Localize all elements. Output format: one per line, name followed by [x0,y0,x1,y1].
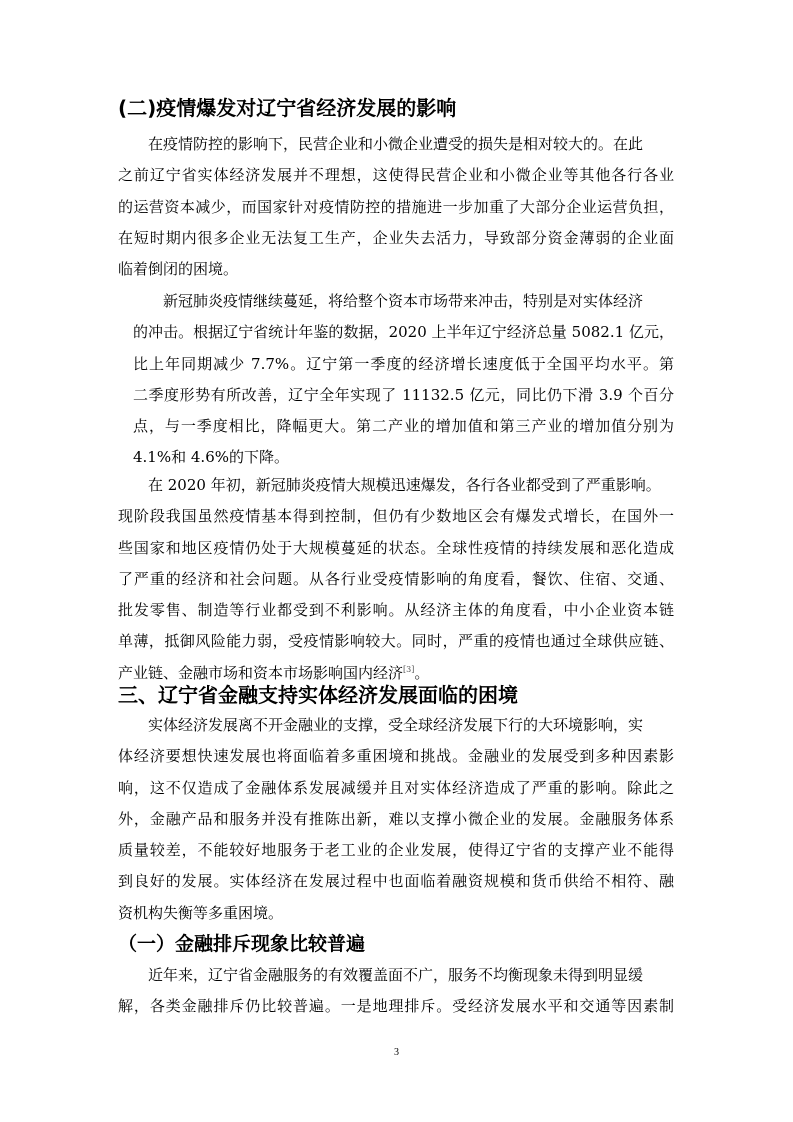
paragraph-pandemic-impact [118,470,674,689]
text-line: 资机构失衡等多重困境。 [118,903,284,922]
text-line: 些国家和地区疫情仍处于大规模蔓延的状态。全球性疫情的持续发展和恶化造成 [118,538,674,557]
section-heading-3-1: （一）金融排斥现象比较普遍 [118,933,366,955]
text-line: 解，各类金融排斥仍比较普遍。一是地理排斥。受经济发展水平和交通等因素制 [118,997,674,1016]
text-line: 的冲击。根据辽宁省统计年鉴的数据，2020 上半年辽宁经济总量 5082.1 亿元， [133,323,674,342]
text-line: 响，这不仅造成了金融体系发展减缓并且对实体经济造成了严重的影响。除此之 [118,778,674,797]
text-line: 新冠肺炎疫情继续蔓延，将给整个资本市场带来冲击，特别是对实体经济 [163,292,644,310]
text-fragment: 。 [414,663,430,682]
text-line: 的运营资本减少，而国家针对疫情防控的措施进一步加重了大部分企业运营负担， [118,197,674,216]
text-line: 到良好的发展。实体经济在发展过程中也面临着融资规模和货币供给不相符、融 [118,872,674,891]
text-line: 现阶段我国虽然疫情基本得到控制，但仍有少数地区会有爆发式增长，在国外一 [118,507,674,526]
text-line: 单薄，抵御风险能力弱，受疫情影响较大。同时，严重的疫情也通过全球供应链、 [118,632,674,651]
text-line: 临着倒闭的困境。 [118,260,239,279]
section-heading-3: 三、辽宁省金融支持实体经济发展面临的困境 [118,683,518,707]
text-line: 4.1%和 4.6%的下降。 [133,448,289,467]
text-fragment: 产业链、金融市场和资本市场影响国内经济 [118,663,404,682]
paragraph-financial-exclusion [118,960,674,1023]
text-line: 外，金融产品和服务并没有推陈出新，难以支撑小微企业的发展。金融服务体系 [118,809,674,828]
text-line: 体经济要想快速发展也将面临着多重困境和挑战。金融业的发展受到多种因素影 [118,747,674,766]
text-line: 质量较差，不能较好地服务于老工业的企业发展，使得辽宁省的支撑产业不能得 [118,841,674,860]
citation-reference[interactable]: [3] [403,664,415,674]
text-line: 在短时期内很多企业无法复工生产，企业失去活力，导致部分资金薄弱的企业面 [118,228,674,247]
section-heading-2-2: (二)疫情爆发对辽宁省经济发展的影响 [118,96,457,120]
text-line: 在 2020 年初，新冠肺炎疫情大规模迅速爆发，各行各业都受到了严重影响。 [148,476,661,494]
paragraph-economic-statistics [133,286,674,474]
text-line: 批发零售、制造等行业都受到不利影响。从经济主体的角度看，中小企业资本链 [118,601,674,620]
text-line: 近年来，辽宁省金融服务的有效覆盖面不广，服务不均衡现象未得到明显缓 [148,966,644,984]
text-line: 了严重的经济和社会问题。从各行业受疫情影响的角度看，餐饮、住宿、交通、 [118,569,674,588]
text-line: 在疫情防控的影响下，民营企业和小微企业遭受的损失是相对较大的。在此 [148,135,644,153]
paragraph-pandemic-smes [118,129,674,285]
paragraph-financial-difficulties [118,710,674,929]
text-line: 比上年同期减少 7.7%。辽宁第一季度的经济增长速度低于全国平均水平。第 [133,354,674,373]
text-line: 实体经济发展离不开金融业的支撑，受全球经济发展下行的大环境影响，实 [148,716,644,734]
text-line: 二季度形势有所改善，辽宁全年实现了 11132.5 亿元，同比仍下滑 3.9 个百分 [133,385,674,404]
text-line: 之前辽宁省实体经济发展并不理想，这使得民营企业和小微企业等其他各行各业 [118,166,674,185]
page-number: 3 [394,1047,399,1058]
text-line: 点，与一季度相比，降幅更大。第二产业的增加值和第三产业的增加值分别为 [133,417,674,436]
